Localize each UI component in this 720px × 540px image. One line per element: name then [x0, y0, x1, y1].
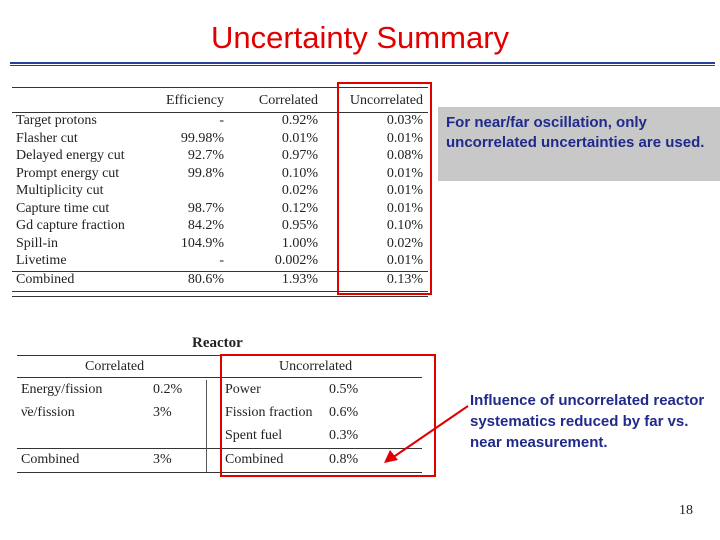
correlated-value: 0.2% [153, 382, 183, 397]
correlated-value: 0.10% [281, 165, 318, 181]
row-label: Delayed energy cut [16, 148, 125, 163]
correlated-value: 0.02% [281, 183, 318, 198]
correlated-value: 0.97% [281, 148, 318, 163]
row-label: Energy/fission [21, 382, 103, 397]
efficiency-value: 92.7% [187, 148, 224, 163]
row-label: Combined [16, 272, 75, 287]
uncorrelated-value: 0.01% [386, 165, 423, 181]
efficiency-value: - [219, 113, 224, 128]
correlated-value: 1.00% [281, 235, 318, 251]
efficiency-value: 99.98% [180, 130, 224, 146]
uncorrelated-value: 0.8% [329, 452, 359, 467]
row-label: Combined [225, 452, 284, 467]
row-label: Spill-in [16, 235, 59, 251]
uncorrelated-value: 0.01% [386, 253, 423, 268]
row-label: Spent fuel [225, 428, 283, 443]
uncorrelated-value: 0.3% [329, 428, 359, 443]
row-label: Target protons [16, 113, 97, 128]
correlated-value: 3% [153, 405, 172, 420]
correlated-group-header: Correlated [85, 359, 145, 374]
correlated-value: 0.002% [274, 253, 318, 268]
header-correlated: Correlated [258, 93, 318, 108]
row-label: Gd capture fraction [16, 218, 125, 233]
correlated-value: 0.95% [281, 218, 318, 233]
column-divider [206, 380, 207, 472]
efficiency-value: 80.6% [187, 272, 224, 287]
uncorrelated-value: 0.03% [386, 113, 423, 128]
efficiency-value: 84.2% [187, 218, 224, 233]
header-uncorrelated: Uncorrelated [349, 93, 423, 108]
uncorrelated-value: 0.01% [386, 183, 423, 198]
efficiency-value: 104.9% [180, 235, 224, 251]
efficiency-value: 98.7% [187, 200, 224, 216]
uncorrelated-value: 0.5% [329, 382, 359, 397]
oscillation-note: For near/far oscillation, only uncorrelated uncertainties are used. [438, 107, 720, 181]
uncorrelated-value: 0.13% [386, 272, 423, 287]
title-divider [10, 62, 715, 64]
uncorrelated-value: 0.10% [386, 218, 423, 233]
uncorrelated-value: 0.01% [386, 130, 423, 146]
correlated-value: 1.93% [281, 272, 318, 287]
row-label: Flasher cut [16, 130, 78, 146]
table-bottom-rule-2 [12, 296, 428, 297]
correlated-value: 0.12% [281, 200, 318, 216]
row-label: Combined [21, 452, 80, 467]
reactor-table-title: Reactor [192, 335, 243, 351]
row-label: Power [225, 382, 261, 397]
arrow-icon [380, 400, 475, 470]
correlated-value: 3% [153, 452, 172, 467]
slide-title: Uncertainty Summary [210, 20, 510, 55]
row-label: Fission fraction [225, 405, 313, 420]
correlated-value: 0.01% [281, 130, 318, 146]
row-label: Multiplicity cut [16, 183, 104, 198]
uncorrelated-value: 0.01% [386, 200, 423, 216]
reactor-note: Influence of uncorrelated reactor systematics reduced by far vs. near measurement. [470, 392, 705, 451]
row-label: Prompt energy cut [16, 165, 120, 181]
efficiency-value: 99.8% [187, 165, 224, 181]
uncorrelated-group-header: Uncorrelated [279, 359, 353, 374]
uncorrelated-value: 0.6% [329, 405, 359, 420]
uncorrelated-column-highlight [337, 82, 432, 295]
header-efficiency: Efficiency [165, 93, 224, 108]
correlated-value: 0.92% [281, 113, 318, 128]
row-label: Capture time cut [16, 200, 110, 216]
row-label: ν̄e/fission [21, 405, 75, 420]
efficiency-value: - [219, 253, 224, 268]
title-divider-thin [10, 65, 715, 66]
uncorrelated-value: 0.08% [386, 148, 423, 163]
page-number: 18 [679, 503, 693, 518]
row-label: Livetime [16, 253, 67, 268]
uncorrelated-value: 0.02% [386, 235, 423, 251]
